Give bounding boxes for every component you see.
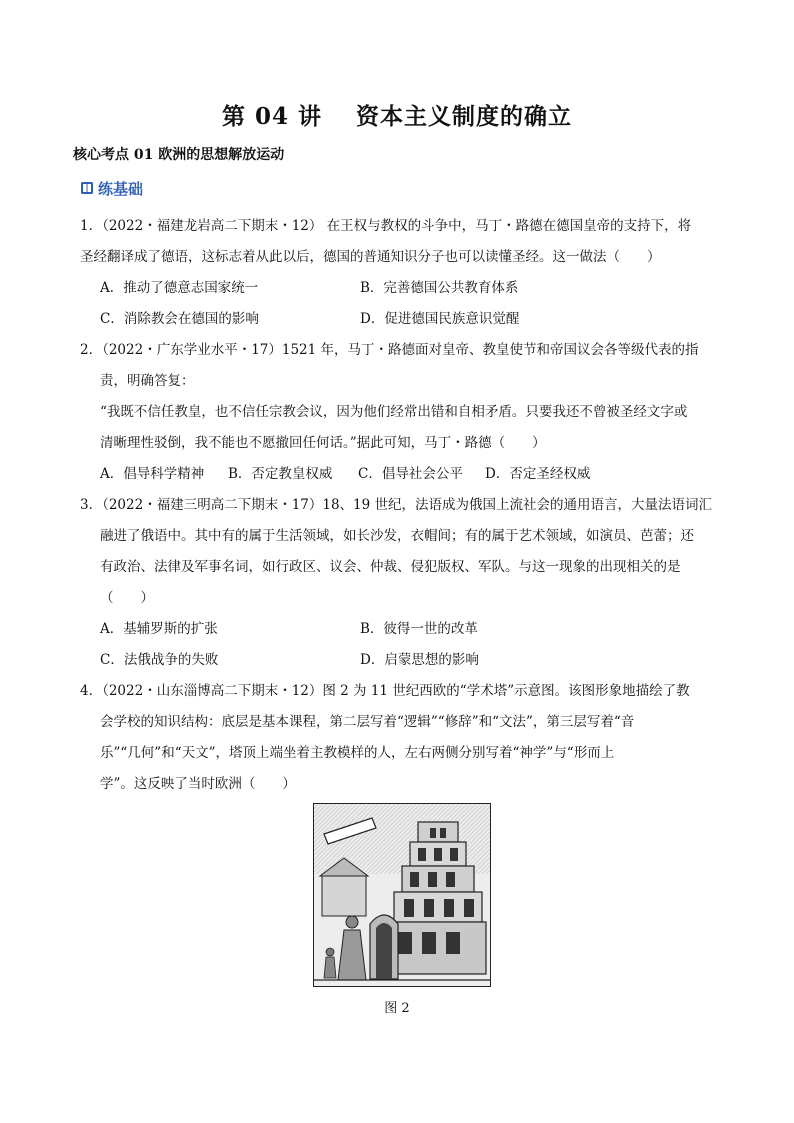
option-d[interactable]: D．促进德国民族意识觉醒 — [360, 311, 520, 327]
question-4 — [80, 676, 720, 800]
lecture-topic: 资本主义制度的确立 — [356, 103, 573, 130]
option-d[interactable]: D．启蒙思想的影响 — [360, 652, 479, 668]
option-row — [80, 645, 720, 676]
book-icon — [80, 181, 94, 195]
option-row — [80, 459, 720, 490]
option-b[interactable]: B．否定教皇权威 — [228, 466, 333, 482]
option-row — [80, 273, 720, 304]
section-heading: 核心考点 01 欧洲的思想解放运动 — [73, 147, 285, 163]
option-a[interactable]: A．基辅罗斯的扩张 — [100, 621, 218, 637]
question-line: （ ） — [100, 590, 154, 606]
question-line: 有政治、法律及军事名词，如行政区、议会、仲裁、侵犯版权、军队。与这一现象的出现相关的是 — [100, 559, 681, 575]
option-c[interactable]: C．消除教会在德国的影响 — [100, 311, 259, 327]
question-3 — [80, 490, 720, 676]
practice-badge — [80, 177, 143, 199]
quote-line: “我既不信任教皇，也不信任宗教会议，因为他们经常出错和自相矛盾。只要我还不曾被圣经文字或 — [100, 404, 688, 420]
figure-caption: 图 2 — [384, 1001, 410, 1016]
question-line: 学”。这反映了当时欧洲（ ） — [100, 776, 296, 792]
question-line: 2．（2022・广东学业水平・17）1521 年，马丁・路德面对皇帝、教皇使节和帝国议会各等级代表的指 — [80, 342, 699, 358]
option-row — [80, 304, 720, 335]
question-line: 3．（2022・福建三明高二下期末・17）18、19 世纪，法语成为俄国上流社会的通用语言，大量法语词汇 — [80, 497, 713, 513]
question-2 — [80, 335, 720, 490]
illustration-drawing — [314, 804, 490, 986]
option-c[interactable]: C．倡导社会公平 — [358, 466, 463, 482]
quote-line: 清晰理性驳倒，我不能也不愿撤回任何话。”据此可知，马丁・路德（ ） — [100, 435, 546, 451]
question-line: 1．（2022・福建龙岩高二下期末・12） 在王权与教权的斗争中，马丁・路德在德国皇帝的支持下，将 — [80, 218, 692, 234]
option-row — [80, 614, 720, 645]
question-line: 圣经翻译成了德语，这标志着从此以后，德国的普通知识分子也可以读懂圣经。这一做法（ ） — [80, 249, 661, 265]
tower-of-learning-illustration — [313, 803, 491, 987]
page-title — [0, 98, 794, 131]
question-line: 融进了俄语中。其中有的属于生活领域，如长沙发，衣帽间；有的属于艺术领域，如演员、芭蕾；还 — [100, 528, 694, 544]
lecture-number: 第 04 讲 — [221, 103, 323, 130]
option-d[interactable]: D．否定圣经权威 — [485, 466, 591, 482]
question-line: 责，明确答复： — [100, 373, 195, 389]
option-a[interactable]: A．推动了德意志国家统一 — [100, 280, 259, 296]
question-1 — [80, 211, 720, 335]
option-c[interactable]: C．法俄战争的失败 — [100, 652, 219, 668]
question-line: 乐”“几何”和“天文”，塔顶上端坐着主教模样的人，左右两侧分别写着“神学”与“形而上 — [100, 745, 615, 761]
badge-label: 练基础 — [98, 179, 144, 198]
option-b[interactable]: B．完善德国公共教育体系 — [360, 280, 519, 296]
question-line: 4．（2022・山东淄博高二下期末・12）图 2 为 11 世纪西欧的“学术塔”示意图。该图形象地描绘了教 — [80, 683, 690, 699]
question-line: 会学校的知识结构：底层是基本课程，第二层写着“逻辑”“修辞”和“文法”，第三层写着“音 — [100, 714, 635, 730]
option-a[interactable]: A．倡导科学精神 — [100, 466, 205, 482]
option-b[interactable]: B．彼得一世的改革 — [360, 621, 478, 637]
